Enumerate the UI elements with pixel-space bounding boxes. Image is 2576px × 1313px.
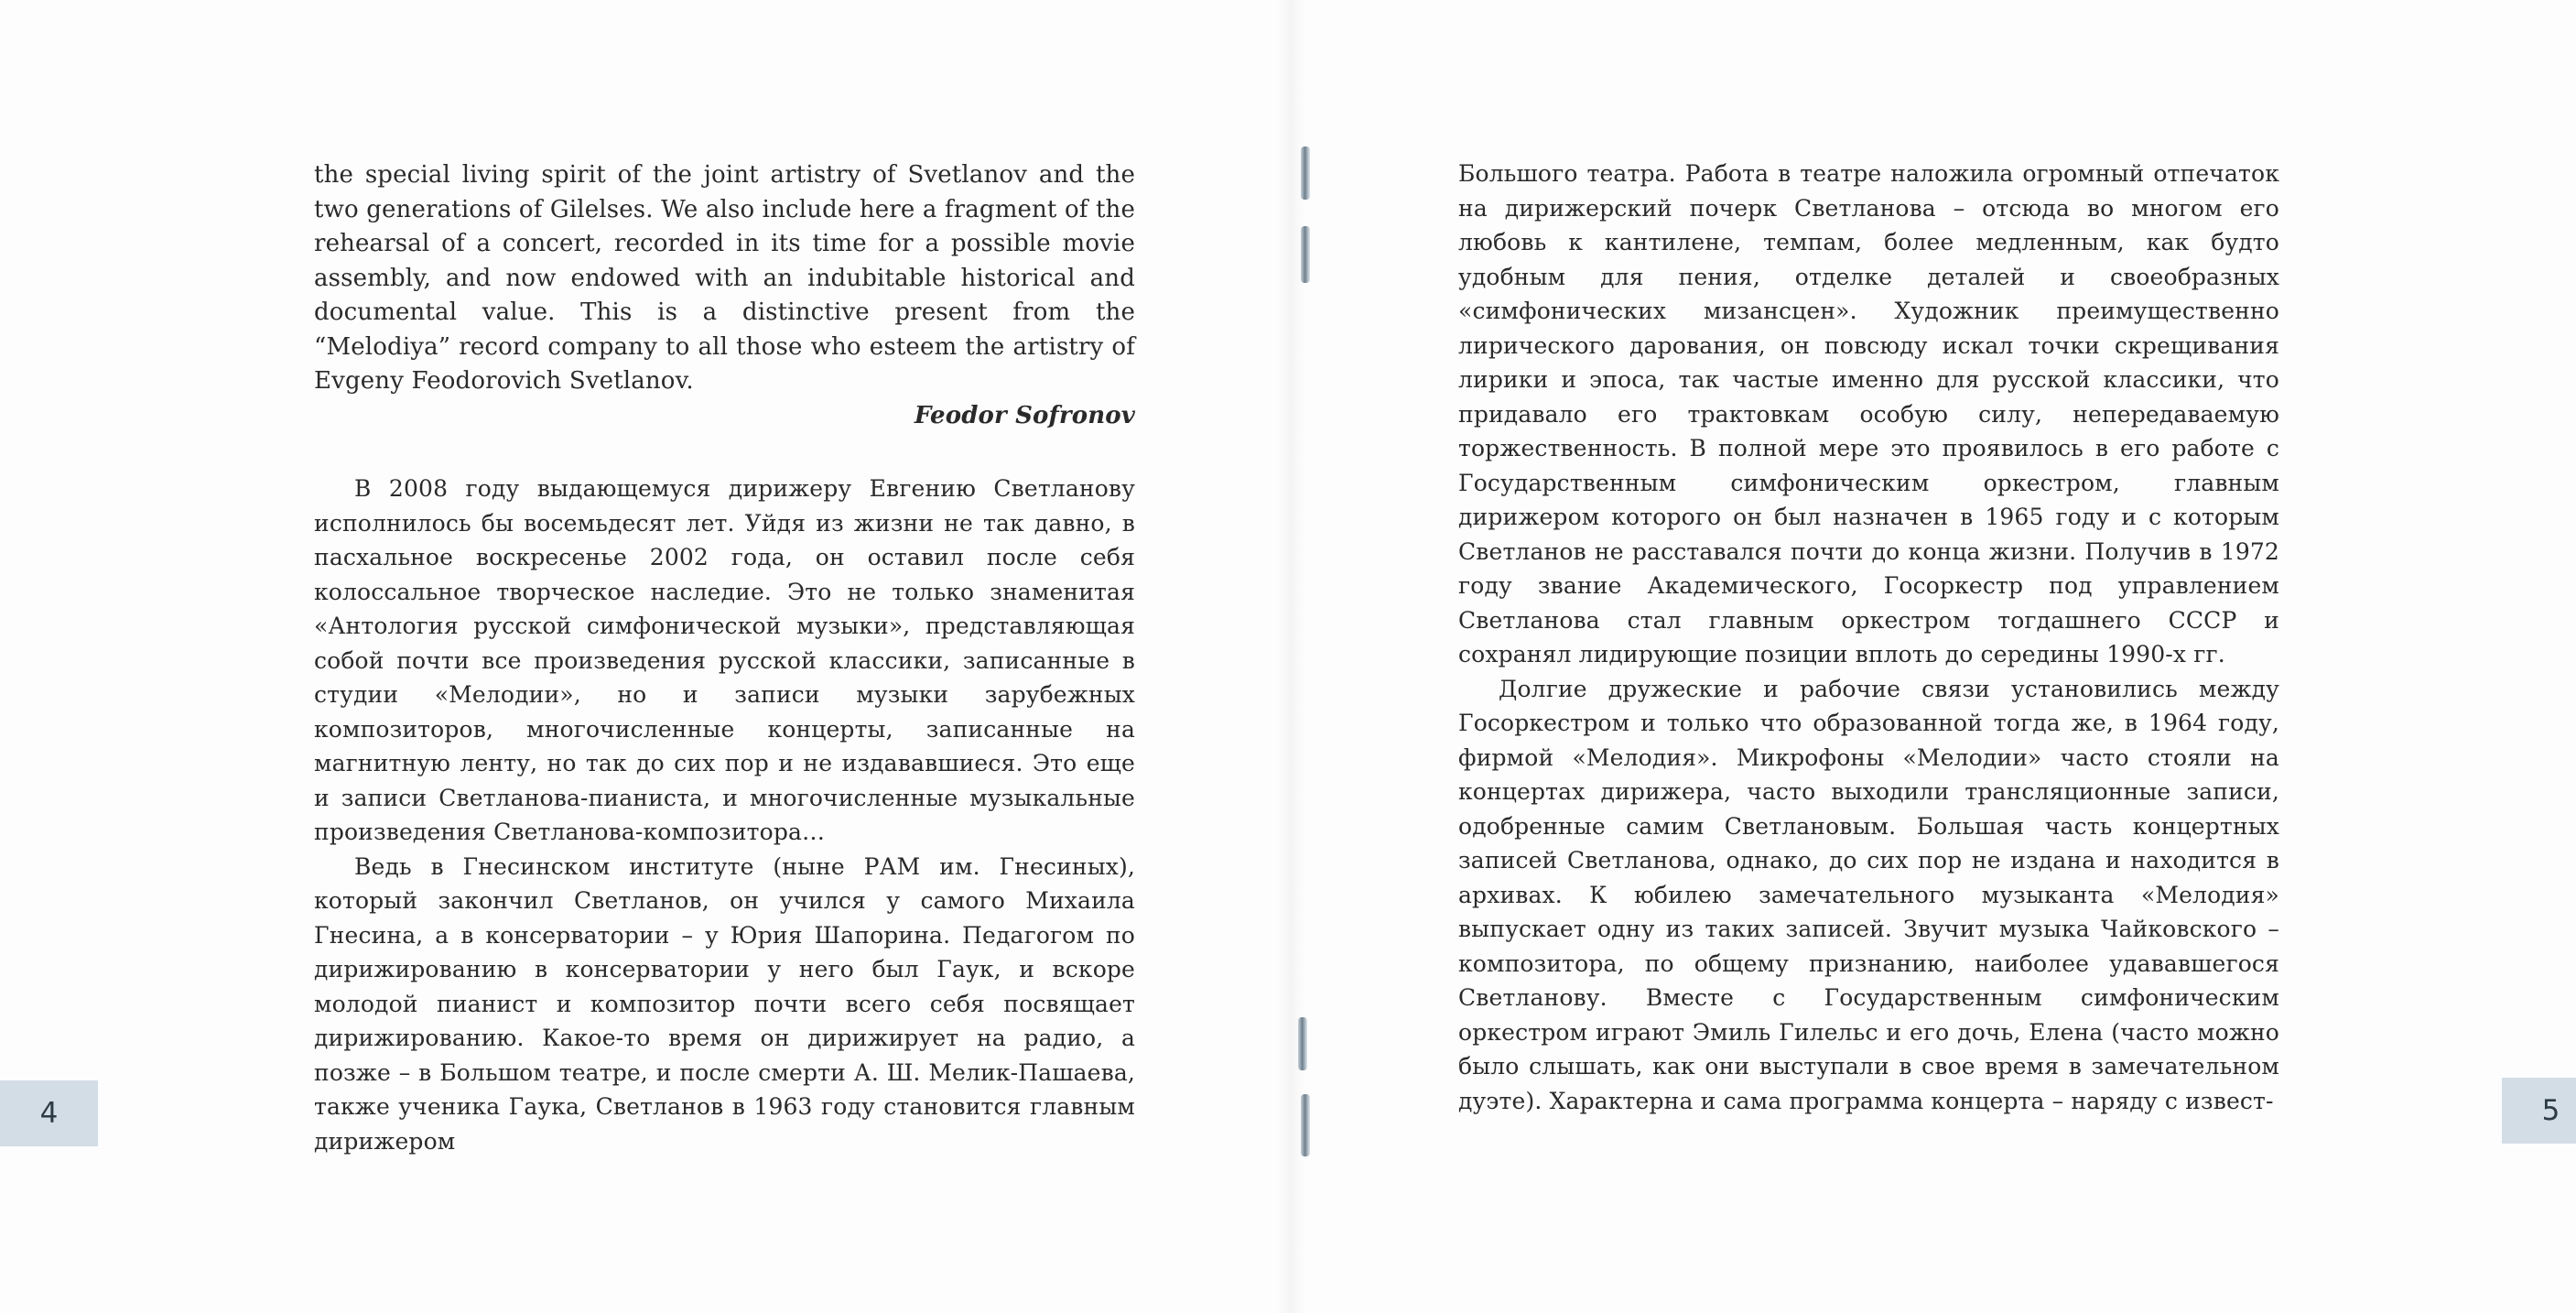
page-number-right: 5 [2502,1078,2576,1144]
lower-staple-top [1298,1017,1307,1070]
left-russian-text [314,472,1135,1158]
right-russian-text [1458,157,2279,1118]
author-signature: Feodor Sofronov [914,401,1135,429]
right-russian-paragraph-2: Долгие дружеские и рабочие связи установились между Госоркестром и только что образованной тогда же, в 1964 году, фирмой «Мелодия». Микрофоны «Мелодии» часто стояли на концертах дирижера, часто выходили трансляционные записи, одобренные самим Светлановым. Большая часть концертных записей Светланова, однако, до сих пор не издана и находится в архивах. К юбилею замечательного музыканта «Мелодия» выпускает одну из таких записей. Звучит музыка Чайковского – композитора, по общему признанию, наиболее удававшегося Светланову. Вместе с Государственным симфоническим оркестром играют Эмиль Гилельс и его дочь, Елена (часто можно было слышать, как они выступали в свое время в замечательном дуэте). Характерна и сама программа концерта – наряду с извест- [1458,675,2279,1114]
right-russian-paragraph-1: Большого театра. Работа в театре наложила огромный отпечаток на дирижерский почерк Светланова – отсюда во многом его любовь к кантилене, темпам, более медленным, как будто удобным для пения, отделке деталей и своеобразных «симфонических мизансцен». Художник преимущественно лирического дарования, он повсюду искал точки скрещивания лирики и эпоса, так частые именно для русской классики, что придавало его трактовкам особую силу, непередаваемую торжественность. В полной мере это проявилось в его работе с Государственным симфоническим оркестром, главным дирижером которого он был назначен в 1965 году и с которым Светланов не расставался почти до конца жизни. Получив в 1972 году звание Академического, Госоркестр под управлением Светланова стал главным оркестром тогдашнего СССР и сохранял лидирующие позиции вплоть до середины 1990-х гг. [1458,160,2279,667]
lower-staple-bottom [1301,1094,1310,1156]
left-english-text [314,158,1135,433]
left-russian-paragraph-2: Ведь в Гнесинском институте (ныне РАМ им. Гнесиных), который закончил Светланов, он учился у самого Михаила Гнесина, а в консерватории – у Юрия Шапорина. Педагогом по дирижированию в консерватории у него был Гаук, и вскоре молодой пианист и композитор почти всего себя посвящает дирижированию. Какое-то время он дирижирует на радио, а позже – в Большом театре, и после смерти А. Ш. Мелик-Пашаева, также ученика Гаука, Светланов в 1963 году становится главным дирижером [314,852,1135,1155]
page-number-left: 4 [0,1080,98,1146]
left-russian-paragraph-1: В 2008 году выдающемуся дирижеру Евгению Светланову исполнилось бы восемьдесят лет. Уйдя из жизни не так давно, в пасхальное воскресенье 2002 года, он оставил после себя колоссальное творческое наследие. Это не только знаменитая «Антология русской симфонической музыки», представляющая собой почти все произведения русской классики, записанные в студии «Мелодии», но и записи музыки зарубежных композиторов, многочисленные концерты, записанные на магнитную ленту, но так до сих пор и не издававшиеся. Это еще и записи Светланова-пианиста, и многочисленные музыкальные произведения Светланова-композитора… [314,475,1135,845]
english-paragraph: the special living spirit of the joint artistry of Svetlanov and the two generations of Gilelses. We also include here a fragment of the rehearsal of a concert, recorded in its time for a possible movie assembly, and now endowed with an indubitable historical and documental value. This is a distinctive present from the “Melodiya” record company to all those who esteem the artistry of Evgeny Feodorovich Svetlanov. [314,161,1135,395]
upper-staple-bottom [1301,226,1310,283]
upper-staple-top [1301,146,1310,200]
